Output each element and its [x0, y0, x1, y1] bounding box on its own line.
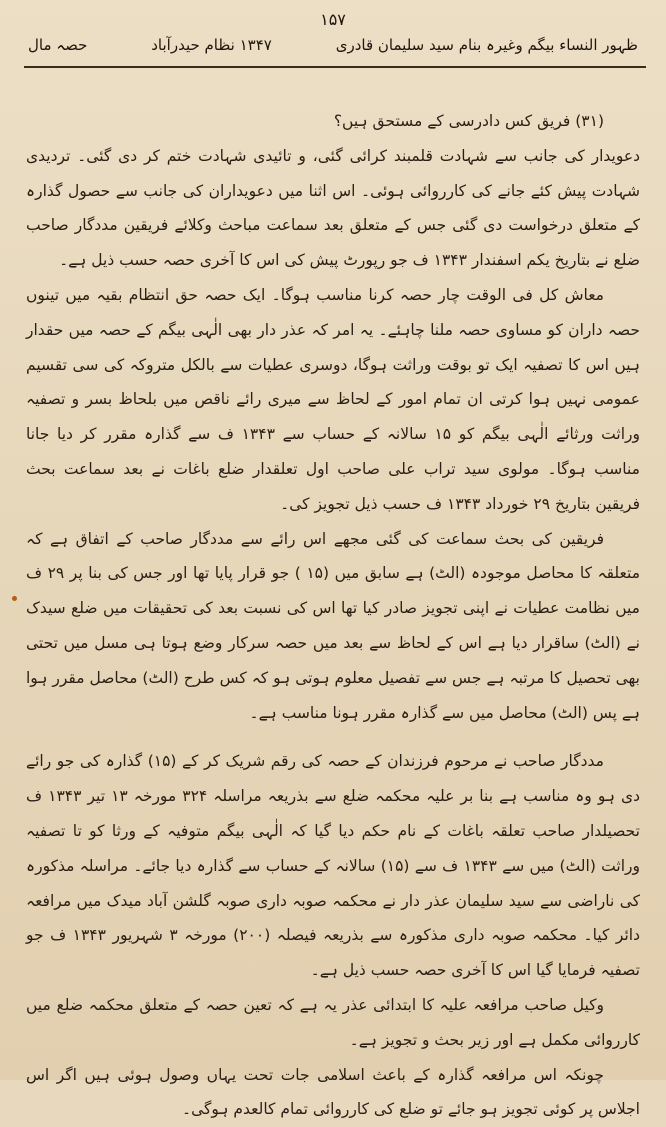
paragraph-proceedings: دعویدار کی جانب سے شہادت قلمبند کرائی گئی، و تائیدی شہادت ختم کر دی گئی۔ تردیدی شہادت پیش کئے جانے کی کارروائی ہوئی۔ اس اثنا میں دعویداران کی جانب سے حصول گذارہ کے متعلق درخواست دی گئی جس کے متعلق بعد سماعت مباحث وکلائے فریقین مددگار صاحب ضلع نے بتاریخ یکم اسفندار ۱۳۴۳ ف جو رپورٹ پیش کی اس کا آخری حصہ حسب ذیل ہے۔ [26, 146, 640, 270]
case-title: ظہور النساء بیگم وغیرہ بنام سید سلیمان قادری [335, 36, 638, 54]
document-body [26, 104, 640, 1127]
issue-question: (۳۱) فریق کس دادرسی کے مستحق ہیں؟ [333, 112, 604, 130]
header-divider [24, 66, 646, 68]
paragraph-appeal: مددگار صاحب نے مرحوم فرزندان کے حصہ کی رقم شریک کر کے (۱۵) گذارہ کی جو رائے دی ہو وہ مناسب ہے بنا بر علیہ محکمہ ضلع سے بذریعہ مراسلہ ۳۲۴ مورخہ ۱۳ تیر ۱۳۴۳ ف تحصیلدار صاحب تعلقہ باغات کے نام حکم دیا گیا کہ الٰہی بیگم متوفیہ کے ورثا کو تا تصفیہ وراثت (الٹ) میں سے ۱۳۴۳ ف سے (۱۵) سالانہ کے حساب سے گذارہ دیا جائے۔ مراسلہ مذکورہ کی ناراضی سے سید سلیمان عذر دار نے محکمہ صوبہ داری صوبہ گلشن آباد میدک میں مرافعہ دائر کیا۔ محکمہ صوبہ داری مذکورہ سے بذریعہ فیصلہ (۲۰۰) مورخہ ۳ شہریور ۱۳۴۳ ف جو تصفیہ فرمایا گیا اس کا آخری حصہ حسب ذیل ہے۔ [26, 752, 641, 980]
paragraph-conclusion: چونکہ اس مرافعہ گذارہ کے باعث اسلامی جات تحت یہاں وصول ہوئی ہیں اگر اس اجلاس پر کوئی تجویز ہو جائے تو ضلع کی کارروائی تمام کالعدم ہوگی۔ [26, 1065, 640, 1119]
paragraph-objection: وکیل صاحب مرافعہ علیہ کا ابتدائی عذر یہ ہے کہ تعین حصہ کے متعلق محکمہ ضلع میں کارروائی مکمل ہے اور زیر بحث و تجویز ہے۔ [26, 995, 640, 1049]
case-reference: ۱۳۴۷ نظام حیدرآباد [151, 36, 272, 54]
margin-mark [12, 596, 17, 601]
page-header [28, 10, 638, 62]
section-label: حصہ مال [28, 36, 88, 54]
paragraph-hearing-decision: فریقین کی بحث سماعت کی گئی مجھے اس رائے سے مددگار صاحب کے اتفاق ہے کہ متعلقہ کا محاصل موجودہ (الٹ) ہے سابق میں (۱۵ ) جو قرار پایا تھا اور جس کی بنا پر ۲۹ ف میں نظامت عطیات نے اپنی تجویز صادر کیا تھا اس کی نسبت بعد کی تحقیقات میں ضلع سیدک نے (الٹ) ساقرار دیا ہے اس کے لحاظ سے بعد میں حصہ سرکار وضع ہوتا ہی مسل میں تحتی بھی تحصیل کا مرتبہ ہے جس سے تفصیل معلوم ہوتی ہو کہ کس طرح (الٹ) محاصل مقرر ہوا ہے پس (الٹ) محاصل میں سے گذارہ مقرر ہونا مناسب ہے۔ [26, 529, 640, 722]
paragraph-report-extract: معاش کل فی الوقت چار حصہ کرنا مناسب ہوگا۔ ایک حصہ حق انتظام بقیہ میں تینوں حصہ داران کو مساوی حصہ ملنا چاہئے۔ یہ امر کہ عذر دار بھی الٰہی بیگم کے حصہ میں حقدار ہیں اس کا تصفیہ ایک تو بوقت وراثت ہوگا، دوسری عطیات سے بالکل متروکہ کی سی تقسیم عمومی نہیں ہوا کرتی ان تمام امور کے لحاظ سے میری رائے ناقص میں بلحاظ بسر و تصفیہ وراثت ورثائے الٰہی بیگم کو ۱۵ سالانہ کے حساب سے ۱۳۴۳ ف سے گذارہ مقرر کر دیا جانا مناسب ہوگا۔ مولوی سید تراب علی صاحب اول تعلقدار ضلع باغات نے بعد سماعت بحث فریقین بتاریخ ۲۹ خورداد ۱۳۴۳ ف حسب ذیل تجویز کی۔ [26, 285, 640, 513]
page-number: ۱۵۷ [320, 10, 346, 29]
